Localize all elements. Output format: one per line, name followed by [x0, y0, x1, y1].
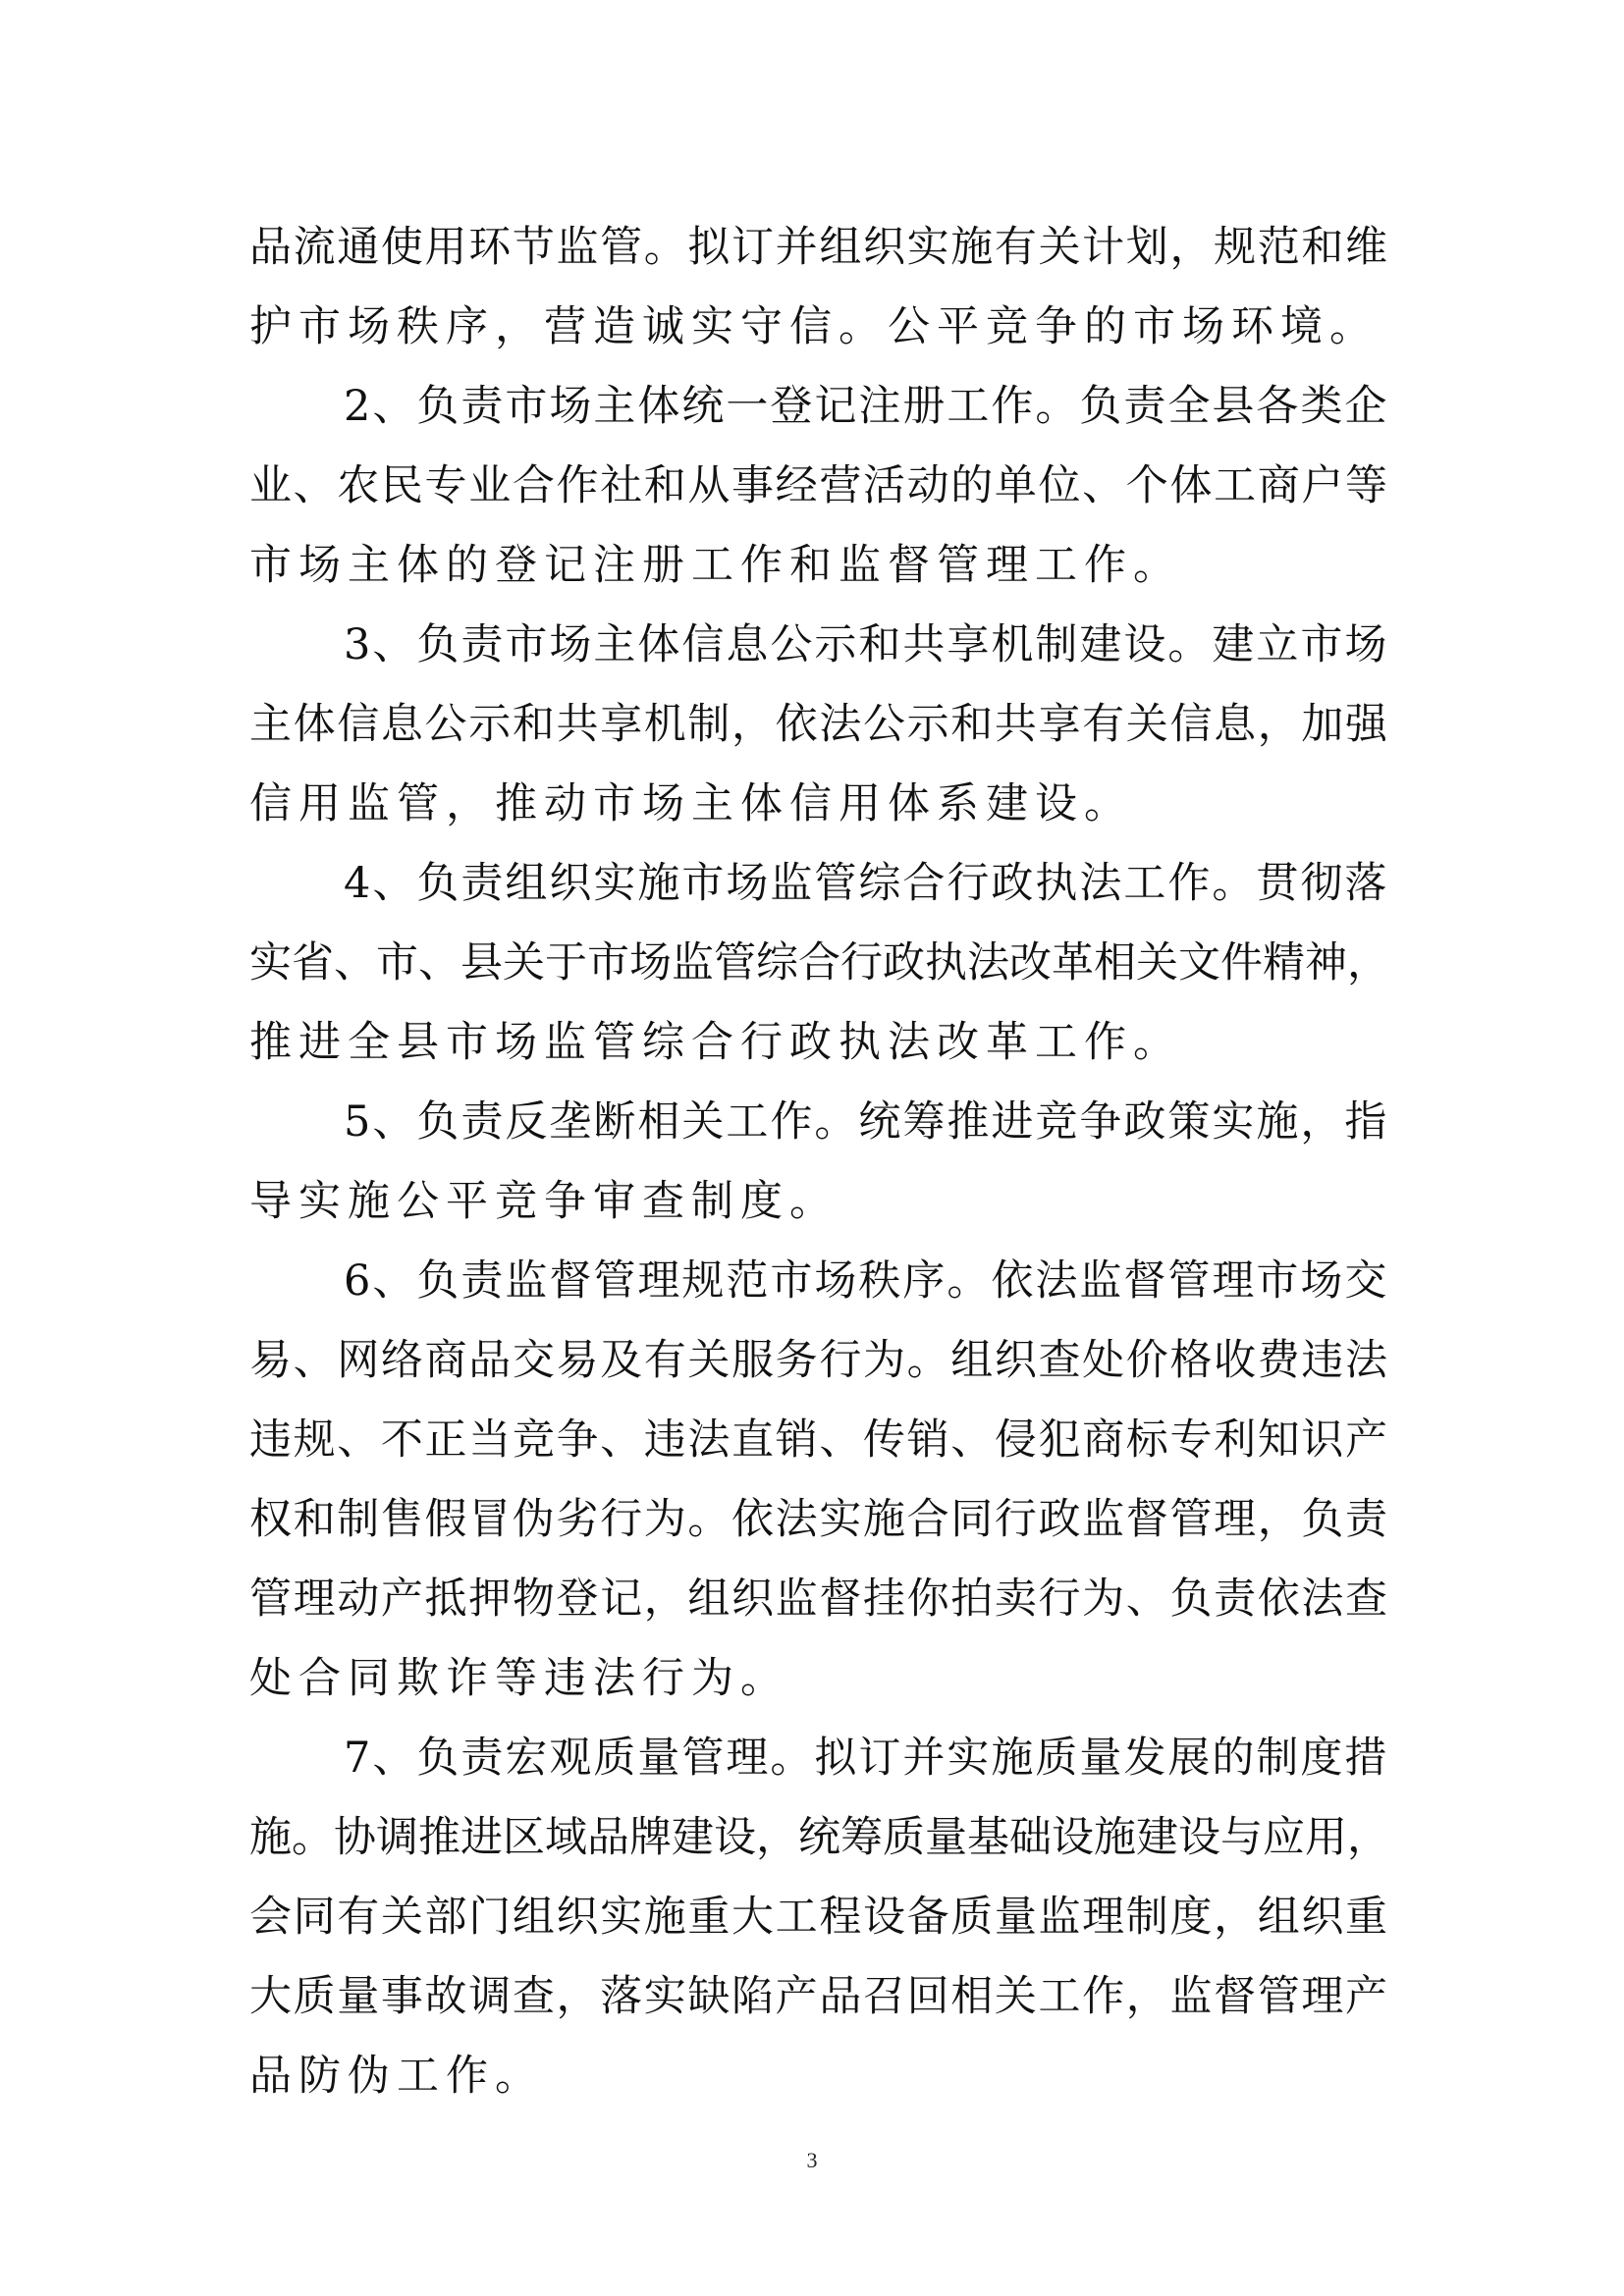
text-line: 实省、市、县关于市场监管综合行政执法改革相关文件精神， — [249, 938, 1388, 988]
text-line: 施。协调推进区域品牌建设，统筹质量基础设施建设与应用， — [249, 1813, 1388, 1862]
text-line: 信用监管，推动市场主体信用体系建设。 — [249, 779, 1133, 828]
paragraph-7-start: 7、负责宏观质量管理。拟订并实施质量发展的制度措 — [344, 1734, 1389, 1783]
text-line: 市场主体的登记注册工作和监督管理工作。 — [249, 541, 1182, 590]
text-line: 权和制售假冒伪劣行为。依法实施合同行政监督管理，负责 — [249, 1495, 1388, 1544]
body-text — [249, 208, 1388, 2116]
paragraph-6-start: 6、负责监督管理规范市场秩序。依法监督管理市场交 — [344, 1256, 1389, 1306]
text-line: 推进全县市场监管综合行政执法改革工作。 — [249, 1018, 1182, 1067]
paragraph-3-start: 3、负责市场主体信息公示和共享机制建设。建立市场 — [344, 620, 1389, 669]
text-line: 大质量事故调查，落实缺陷产品召回相关工作，监督管理产 — [249, 1972, 1388, 2021]
text-line: 处合同欺诈等违法行为。 — [249, 1654, 789, 1703]
text-line: 易、网络商品交易及有关服务行为。组织查处价格收费违法 — [249, 1336, 1388, 1385]
text-line: 导实施公平竞争审查制度。 — [249, 1177, 839, 1226]
text-line: 品流通使用环节监管。拟订并组织实施有关计划，规范和维 — [249, 223, 1388, 272]
paragraph-4-start: 4、负责组织实施市场监管综合行政执法工作。贯彻落 — [344, 859, 1389, 908]
paragraph-5-start: 5、负责反垄断相关工作。统筹推进竞争政策实施，指 — [344, 1097, 1389, 1147]
text-line: 品防伪工作。 — [249, 2052, 544, 2101]
text-line: 违规、不正当竞争、违法直销、传销、侵犯商标专利知识产 — [249, 1415, 1388, 1465]
page-number: 3 — [806, 2148, 818, 2172]
paragraph-2-start: 2、负责市场主体统一登记注册工作。负责全县各类企 — [344, 382, 1389, 431]
text-line: 护市场秩序，营造诚实守信。公平竞争的市场环境。 — [249, 302, 1379, 351]
text-line: 主体信息公示和共享机制，依法公示和共享有关信息，加强 — [249, 700, 1388, 749]
text-line: 业、农民专业合作社和从事经营活动的单位、个体工商户等 — [249, 461, 1388, 510]
text-line: 会同有关部门组织实施重大工程设备质量监理制度，组织重 — [249, 1893, 1388, 1942]
text-line: 管理动产抵押物登记，组织监督挂你拍卖行为、负责依法查 — [249, 1575, 1388, 1624]
